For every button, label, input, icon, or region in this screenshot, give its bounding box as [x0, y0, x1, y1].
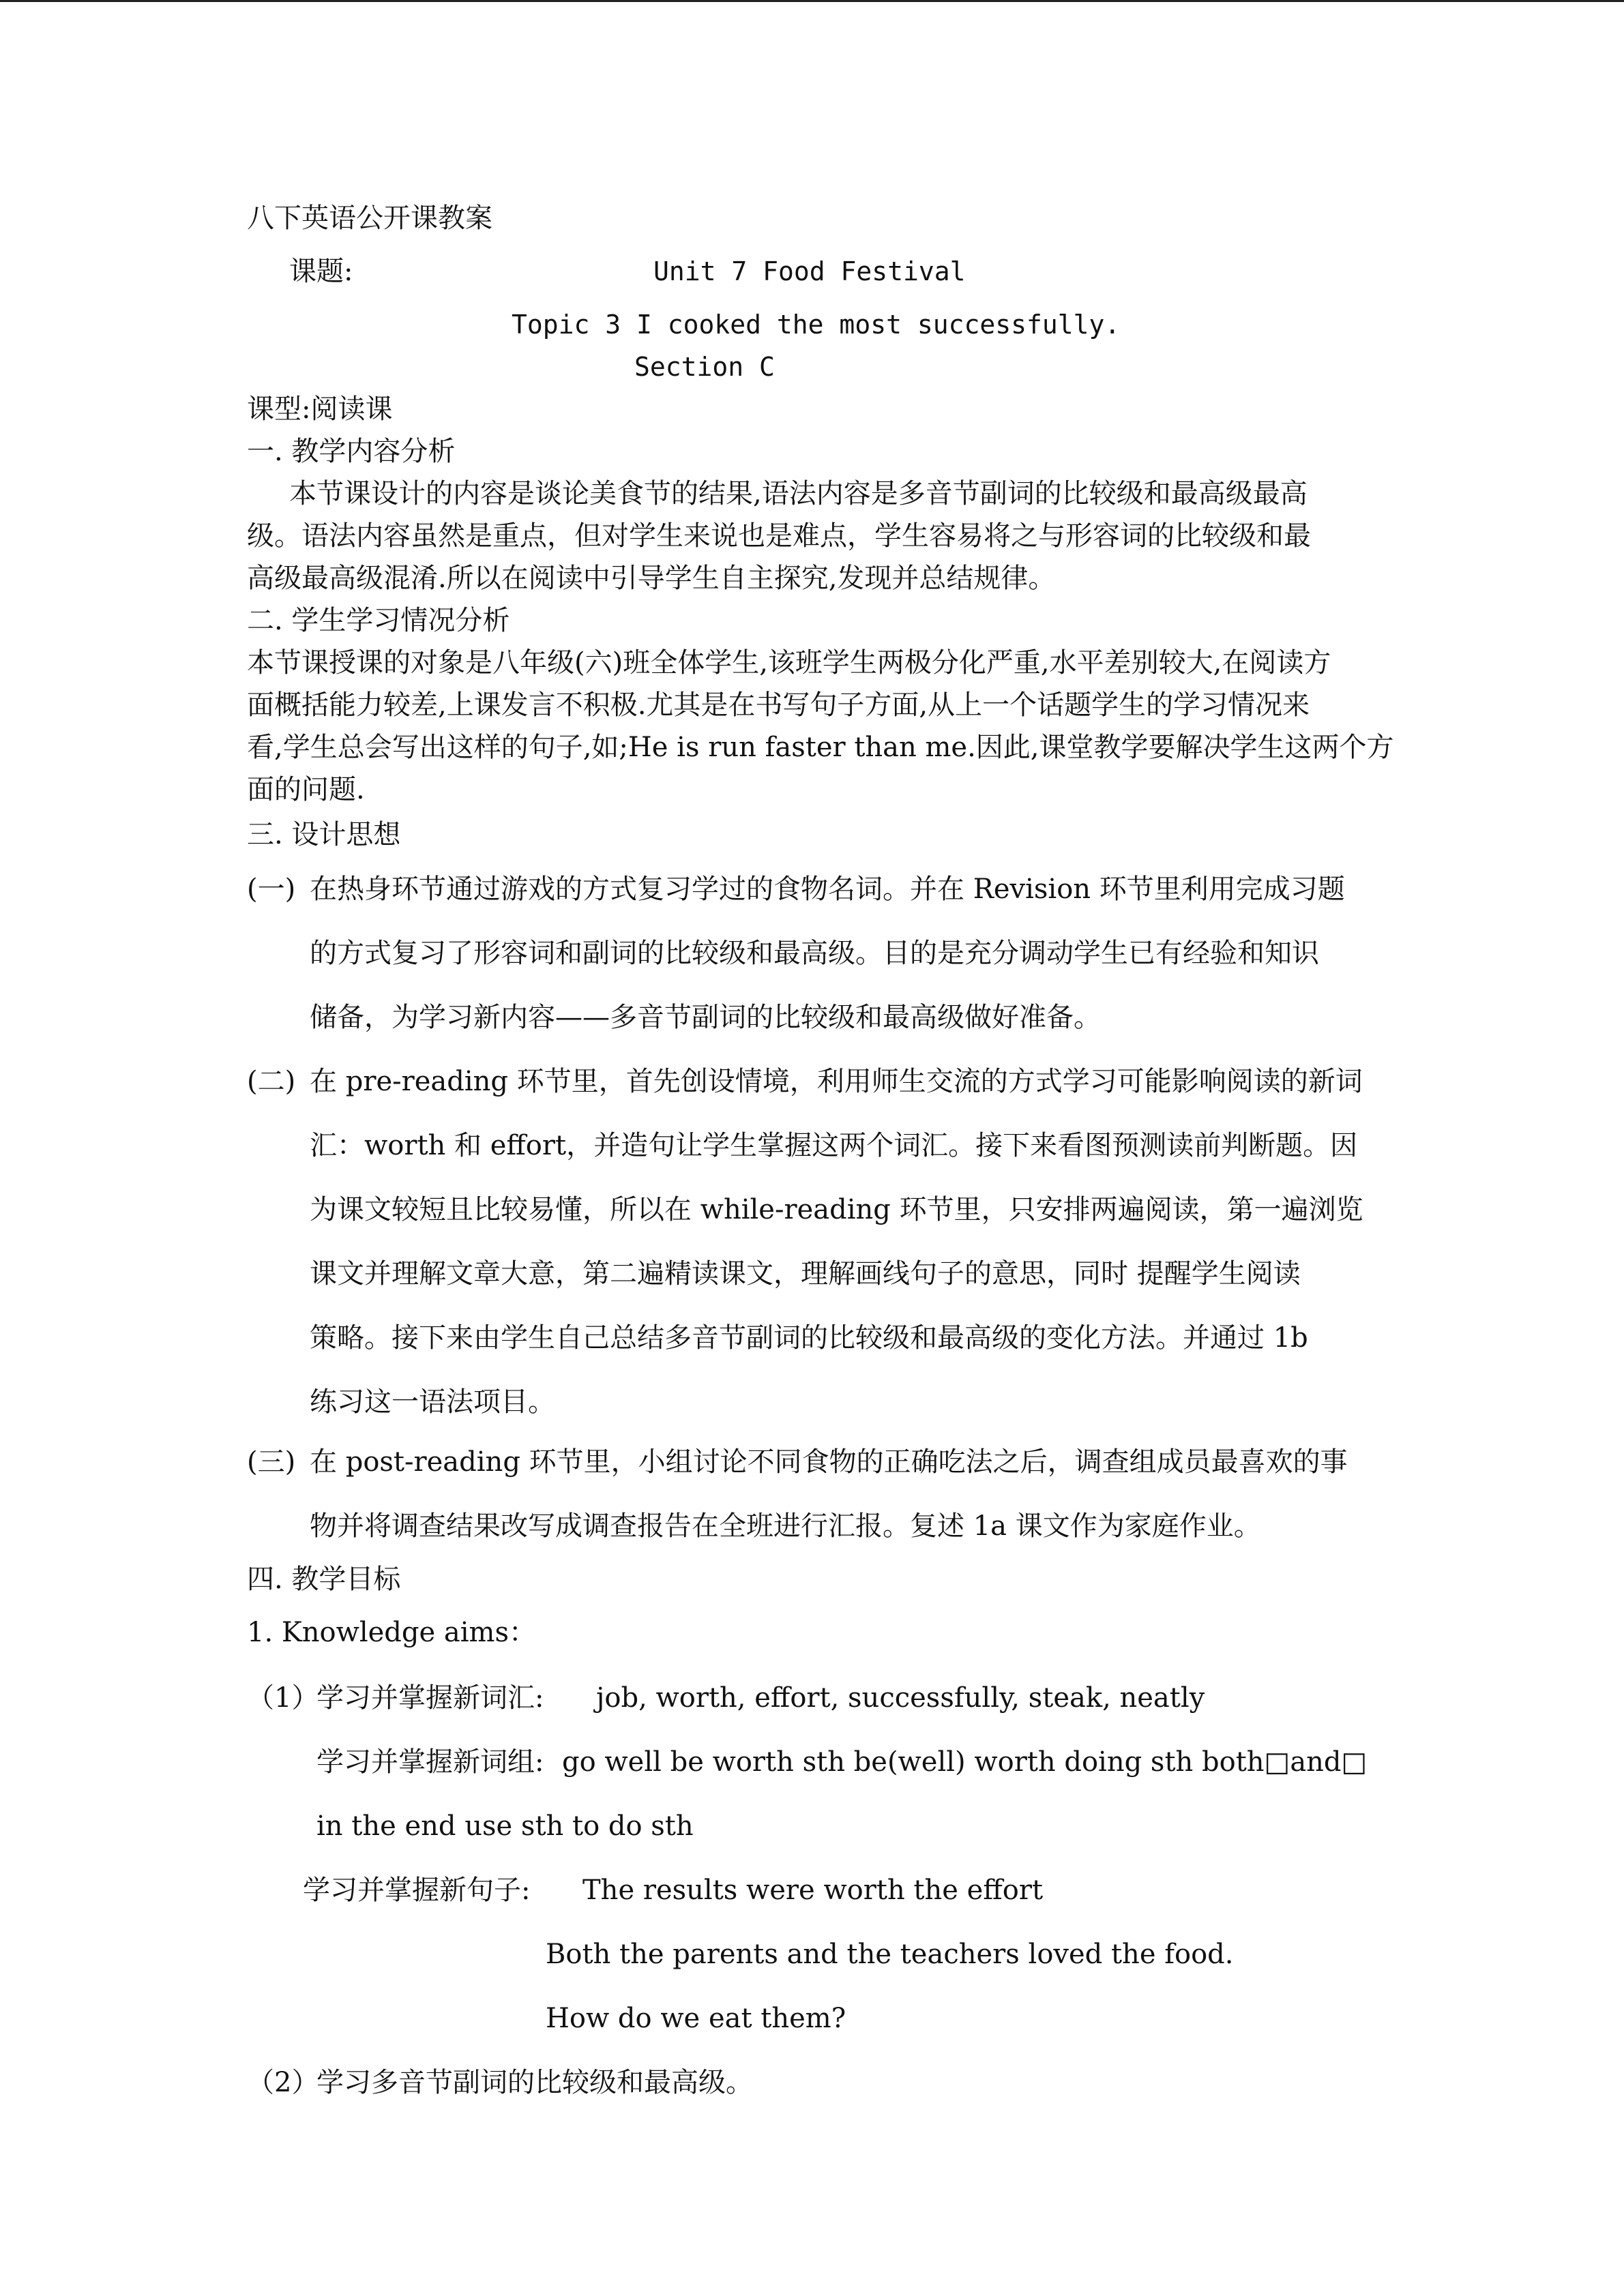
sentence-item: How do we eat them? — [546, 2003, 846, 2034]
phrase-list: in the end use sth to do sth — [316, 1810, 694, 1842]
content-analysis-line: 高级最高级混淆.所以在阅读中引导学生自主探究,发现并总结规律。 — [247, 563, 1056, 594]
content-analysis-line: 级。语法内容虽然是重点，但对学生来说也是难点，学生容易将之与形容词的比较级和最 — [247, 520, 1311, 552]
content-analysis-line: 本节课设计的内容是谈论美食节的结果,语法内容是多音节副词的比较级和最高级最高 — [289, 478, 1308, 509]
student-analysis-line: 面的问题. — [247, 774, 365, 805]
design-item-line: 练习这一语法项目。 — [310, 1386, 555, 1418]
goal-item-marker: （1） — [247, 1682, 319, 1714]
sentence-item: The results were worth the effort — [582, 1875, 1044, 1906]
topic-title: Topic 3 I cooked the most successfully. — [512, 310, 1121, 340]
design-item-line: 在热身环节通过游戏的方式复习学过的食物名词。并在 Revision 环节里利用完成习题 — [310, 874, 1345, 905]
design-item-line: 汇：worth 和 effort，并造句让学生掌握这两个词汇。接下来看图预测读前判断题。因 — [310, 1130, 1358, 1161]
sentence-label: 学习并掌握新句子: — [303, 1875, 531, 1906]
design-item-marker: (二) — [247, 1066, 296, 1097]
phrase-list: go well be worth sth be(well) worth doing sth both□and□ — [562, 1746, 1368, 1778]
design-item-marker: (三) — [247, 1446, 296, 1478]
section-heading-teaching-goals: 四. 教学目标 — [247, 1564, 401, 1595]
section-heading-student-analysis: 二. 学生学习情况分析 — [247, 605, 510, 636]
student-analysis-line: 本节课授课的对象是八年级(六)班全体学生,该班学生两极分化严重,水平差别较大,在阅读方 — [247, 647, 1331, 679]
phrase-label: 学习并掌握新词组: — [316, 1746, 544, 1778]
design-item-line: 储备，为学习新内容——多音节副词的比较级和最高级做好准备。 — [310, 1002, 1101, 1033]
design-item-line: 在 post-reading 环节里，小组讨论不同食物的正确吃法之后，调查组成员最喜欢的事 — [310, 1446, 1348, 1478]
section-heading-design-ideas: 三. 设计思想 — [247, 819, 401, 850]
design-item-line: 课文并理解文章大意，第二遍精读课文，理解画线句子的意思，同时 提醒学生阅读 — [310, 1258, 1301, 1289]
student-analysis-line: 看,学生总会写出这样的句子,如;He is run faster than me.因此,课堂教学要解决学生这两个方 — [247, 732, 1394, 763]
goal-item-marker: （2） — [247, 2067, 319, 2098]
design-item-line: 在 pre-reading 环节里，首先创设情境，利用师生交流的方式学习可能影响阅读的新词 — [310, 1066, 1363, 1097]
lesson-type: 课型:阅读课 — [247, 393, 393, 425]
section-title: Section C — [634, 352, 775, 382]
design-item-marker: (一) — [247, 874, 296, 905]
student-analysis-line: 面概括能力较差,上课发言不积极.尤其是在书写句子方面,从上一个话题学生的学习情况来 — [247, 689, 1310, 721]
unit-title: Unit 7 Food Festival — [653, 256, 966, 286]
design-item-line: 策略。接下来由学生自己总结多音节副词的比较级和最高级的变化方法。并通过 1b — [310, 1322, 1308, 1354]
design-item-line: 物并将调查结果改写成调查报告在全班进行汇报。复述 1a 课文作为家庭作业。 — [310, 1510, 1261, 1542]
section-heading-content-analysis: 一. 教学内容分析 — [247, 436, 456, 467]
vocab-words: job, worth, effort, successfully, steak, neatly — [596, 1682, 1205, 1714]
design-item-line: 为课文较短且比较易懂，所以在 while-reading 环节里，只安排两遍阅读，第一遍浏览 — [310, 1194, 1363, 1225]
knowledge-aims-heading: 1. Knowledge aims： — [247, 1617, 537, 1648]
document-title: 八下英语公开课教案 — [247, 203, 492, 234]
sentence-item: Both the parents and the teachers loved the food. — [546, 1939, 1234, 1970]
goal-item-text: 学习多音节副词的比较级和最高级。 — [316, 2067, 753, 2098]
subject-label: 课题: — [289, 256, 353, 287]
design-item-line: 的方式复习了形容词和副词的比较级和最高级。目的是充分调动学生已有经验和知识 — [310, 938, 1319, 969]
vocab-label: 学习并掌握新词汇: — [316, 1682, 544, 1714]
